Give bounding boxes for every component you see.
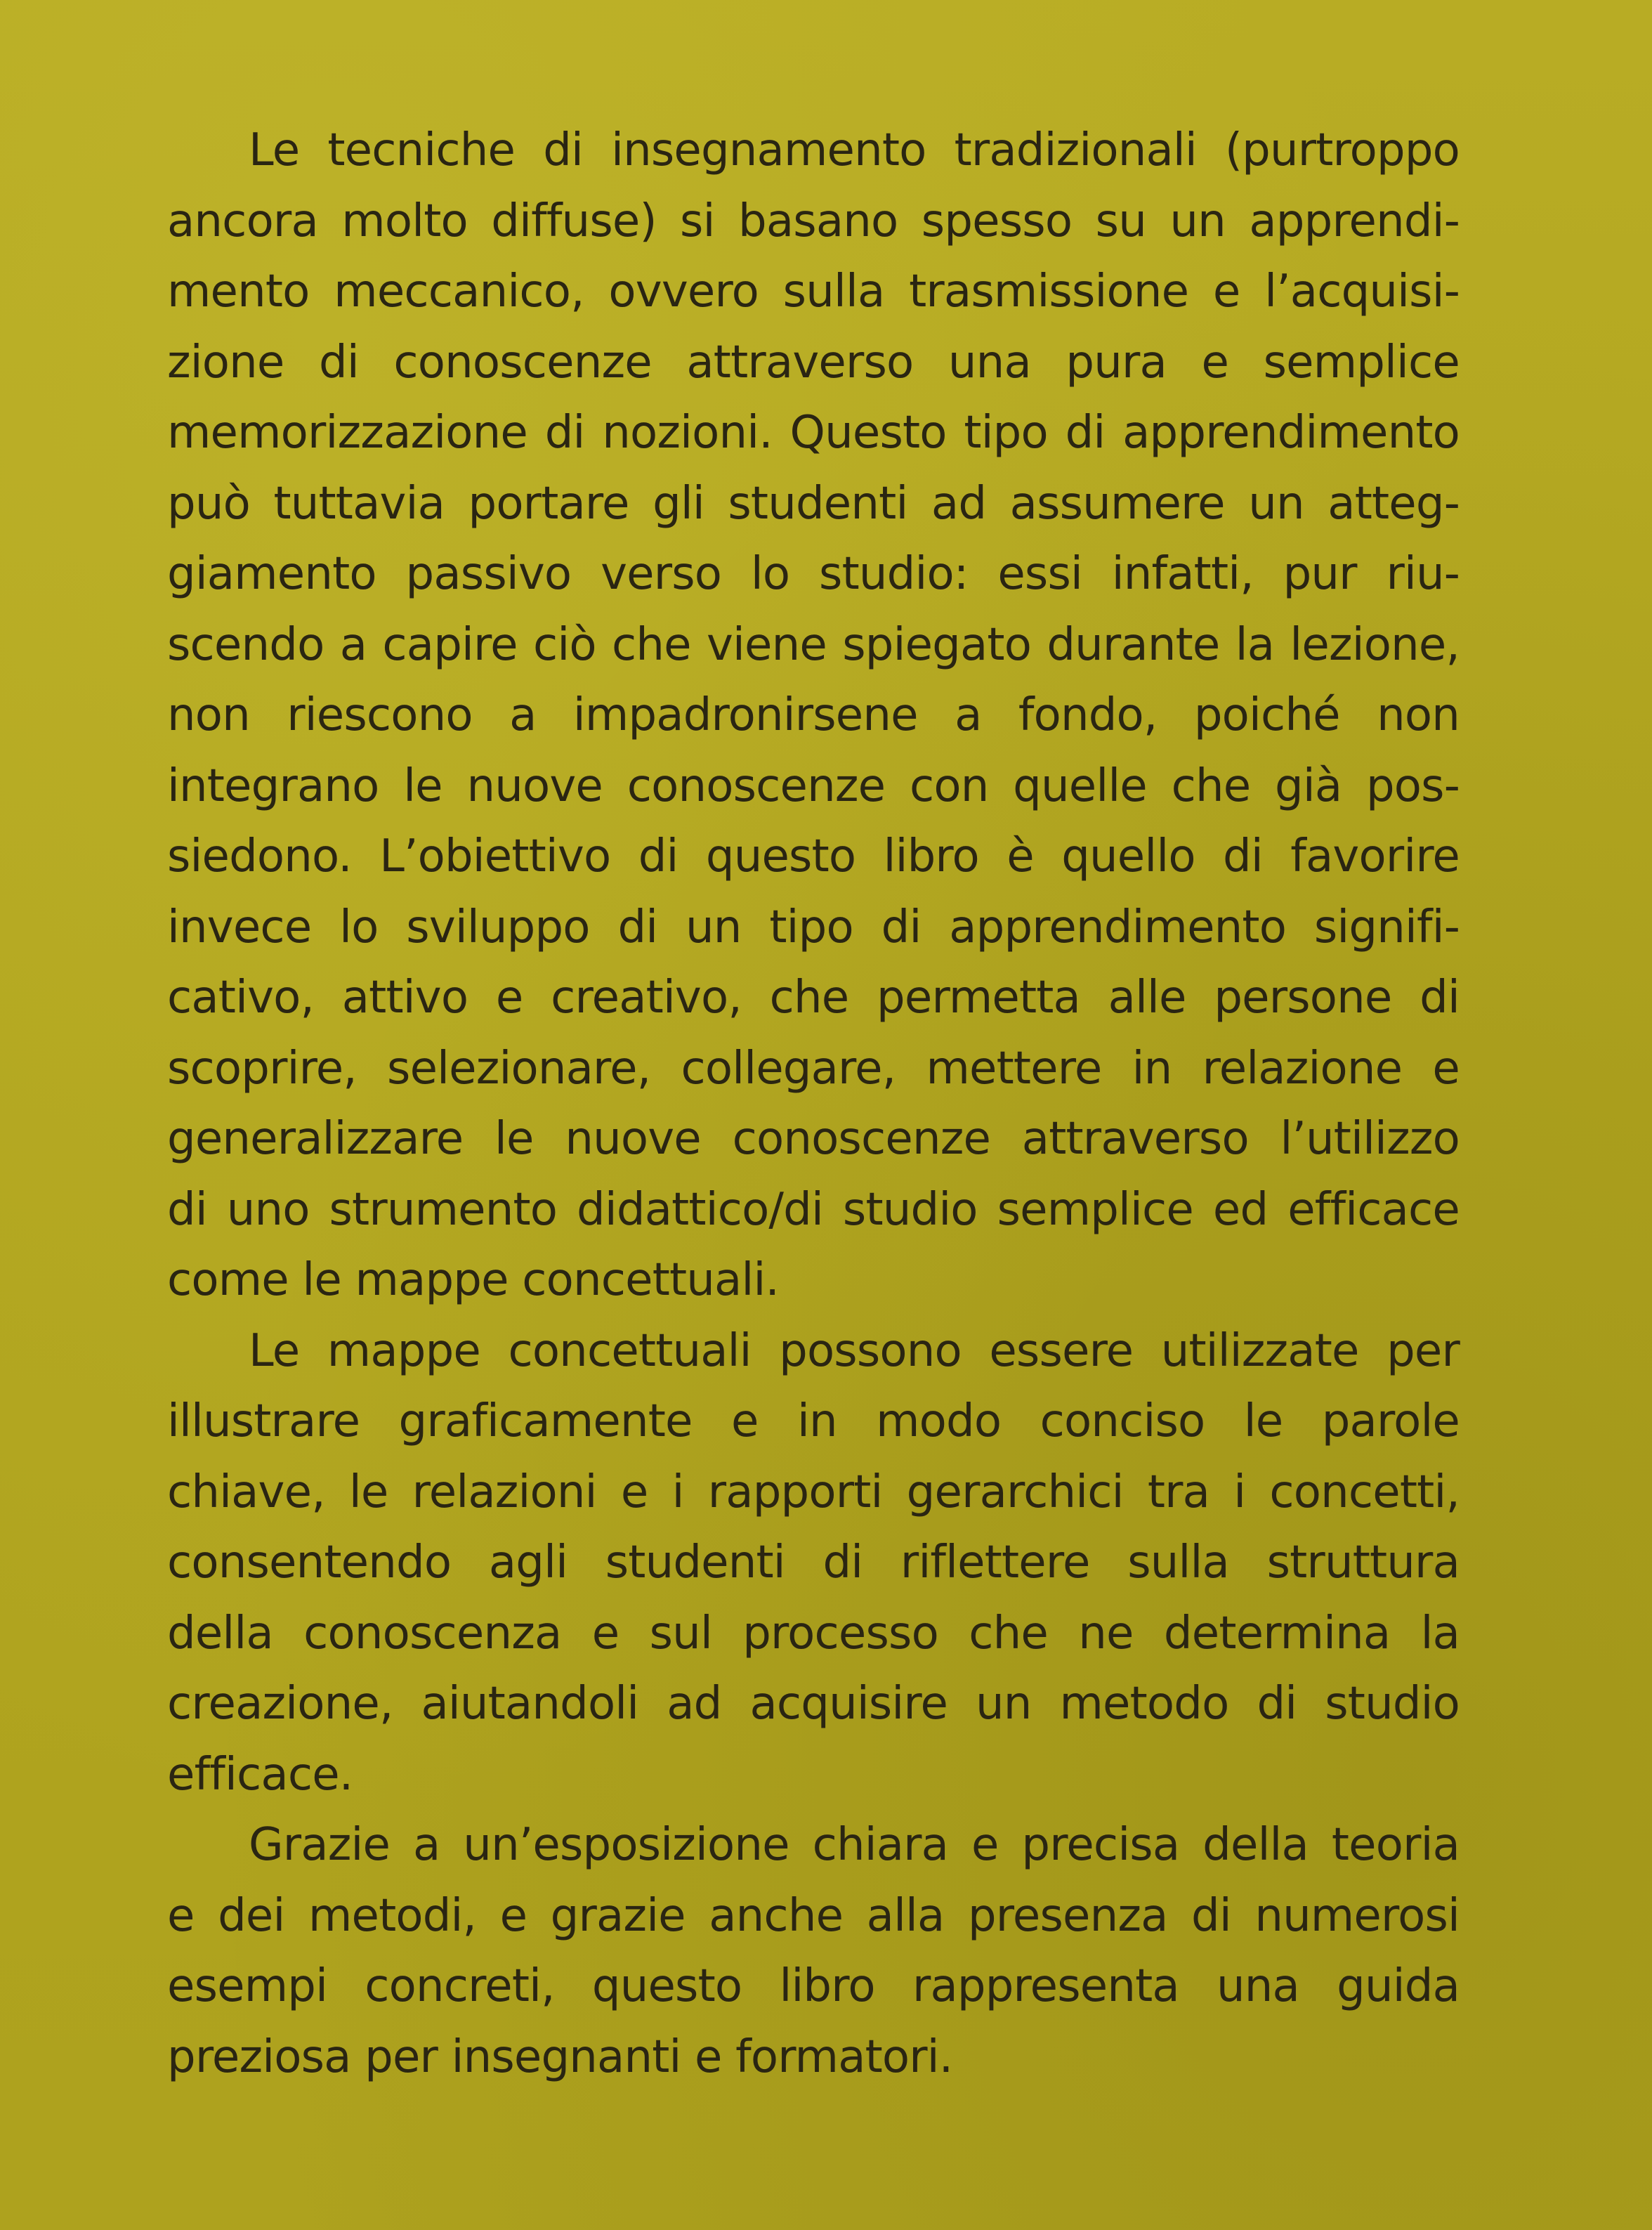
text-line: di uno strumento didattico/di studio semplice ed efficace — [167, 1183, 1460, 1236]
text-line: e dei metodi, e grazie anche alla presenza di numerosi — [167, 1889, 1460, 1942]
text-line: Le mappe concettuali possono essere utilizzate per — [249, 1324, 1460, 1377]
text-line: siedono. L’obiettivo di questo libro è quello di favorire — [167, 830, 1460, 882]
text-line: ancora molto diffuse) si basano spesso su un apprendi- — [167, 195, 1460, 247]
paragraph-1 — [167, 115, 1460, 1316]
text-line: integrano le nuove conoscenze con quelle che già pos- — [167, 759, 1460, 812]
text-line: memorizzazione di nozioni. Questo tipo di apprendimento — [167, 407, 1460, 459]
text-line: generalizzare le nuove conoscenze attraverso l’utilizzo — [167, 1113, 1460, 1165]
text-line: può tuttavia portare gli studenti ad assumere un atteg- — [167, 477, 1460, 530]
text-line: Grazie a un’esposizione chiara e precisa della teoria — [249, 1819, 1460, 1871]
paragraph-3 — [167, 1810, 1460, 2092]
text-line: della conoscenza e sul processo che ne determina la — [167, 1607, 1460, 1660]
text-line: zione di conoscenze attraverso una pura e semplice — [167, 336, 1460, 389]
text-line: creazione, aiutandoli ad acquisire un metodo di studio — [167, 1678, 1460, 1730]
text-line: giamento passivo verso lo studio: essi infatti, pur riu- — [167, 548, 1460, 600]
text-line: preziosa per insegnanti e formatori. — [167, 2030, 953, 2083]
text-line: invece lo sviluppo di un tipo di apprendimento signifi- — [167, 901, 1460, 953]
text-line: non riescono a impadronirsene a fondo, poiché non — [167, 689, 1460, 741]
text-line: consentendo agli studenti di riflettere sulla struttura — [167, 1537, 1460, 1589]
paragraph-2 — [167, 1316, 1460, 1811]
text-line: cativo, attivo e creativo, che permetta alle persone di — [167, 972, 1460, 1024]
text-line: scoprire, selezionare, collegare, mettere in relazione e — [167, 1042, 1460, 1095]
text-line: mento meccanico, ovvero sulla trasmissione e l’acquisi- — [167, 266, 1460, 318]
text-line: come le mappe concettuali. — [167, 1254, 779, 1306]
text-line: esempi concreti, questo libro rappresenta una guida — [167, 1960, 1460, 2012]
text-line: scendo a capire ciò che viene spiegato durante la lezione, — [167, 618, 1460, 671]
text-line: Le tecniche di insegnamento tradizionali (purtroppo — [249, 124, 1460, 176]
text-line: efficace. — [167, 1748, 353, 1801]
text-line: chiave, le relazioni e i rapporti gerarchici tra i concetti, — [167, 1466, 1460, 1518]
text-line: illustrare graficamente e in modo conciso le parole — [167, 1395, 1460, 1447]
cover-text — [167, 115, 1460, 2092]
